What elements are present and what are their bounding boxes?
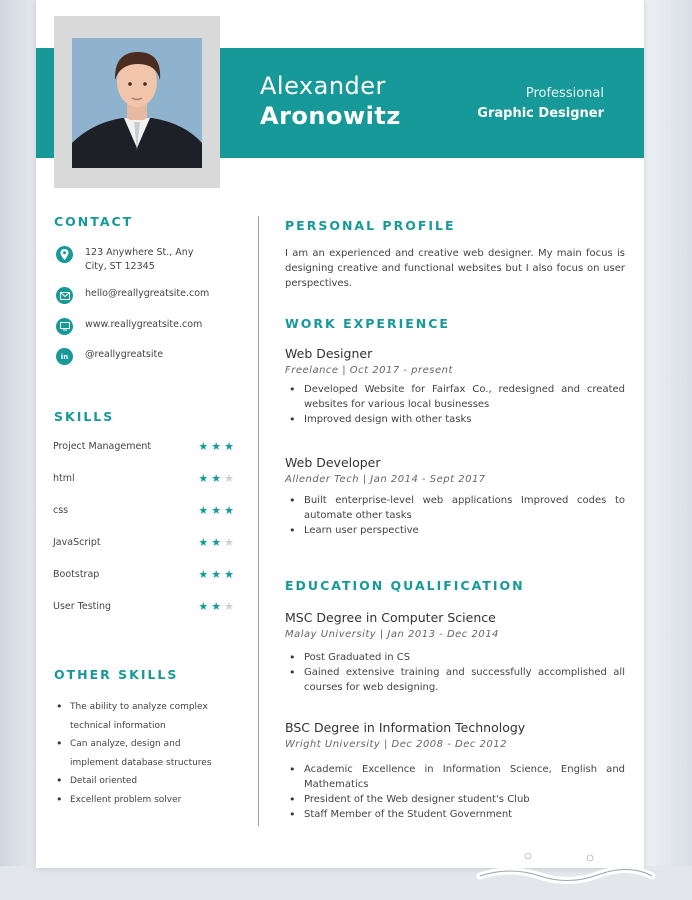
contact-email (56, 287, 209, 304)
entry-meta: Freelance | Oct 2017 - present (285, 365, 453, 376)
skill-name: css (53, 505, 69, 516)
other-skill-item: • Detail oriented (54, 772, 230, 791)
star-icon: ★ (224, 536, 237, 549)
skill-name: JavaScript (53, 537, 101, 548)
address-line1: 123 Anywhere St., Any (85, 247, 194, 258)
entry-title: Web Designer (285, 346, 373, 361)
watermark-logo (470, 846, 660, 899)
email-text: hello@reallygreatsite.com (85, 288, 210, 299)
star-icon: ★ (198, 536, 212, 549)
entry-title: Web Developer (285, 455, 381, 470)
bullet-item: • President of the Web designer student's Club (285, 792, 625, 807)
work-heading: WORK EXPERIENCE (285, 316, 450, 331)
education-section (285, 578, 625, 593)
skill-row (53, 440, 237, 453)
star-icon: ★ (211, 472, 225, 485)
education-entry (285, 720, 625, 822)
star-icon: ★ (198, 504, 212, 517)
skill-row (53, 504, 237, 517)
watermark-icon (470, 846, 660, 890)
background-right (644, 0, 692, 900)
education-heading: EDUCATION QUALIFICATION (285, 578, 525, 593)
social-text: @reallygreatsite (85, 349, 164, 360)
star-rating (198, 440, 237, 453)
column-divider (258, 216, 259, 826)
entry-meta: Allender Tech | Jan 2014 - Sept 2017 (285, 474, 486, 485)
star-icon: ★ (198, 568, 212, 581)
linkedin-icon: in (56, 348, 73, 365)
entry-bullets (285, 493, 625, 538)
job-entry (285, 455, 625, 538)
contact-address (56, 246, 193, 274)
skill-row (53, 568, 237, 581)
star-icon: ★ (198, 472, 212, 485)
star-icon: ★ (198, 440, 212, 453)
star-icon: ★ (211, 536, 225, 549)
star-icon: ★ (224, 600, 237, 613)
other-skills-list (54, 698, 230, 809)
star-rating (198, 536, 237, 549)
skill-row (53, 600, 237, 613)
other-skill-item: • Can analyze, design and implement database structures (54, 735, 230, 772)
star-icon: ★ (211, 504, 225, 517)
entry-bullets (285, 382, 625, 427)
bullet-item: • Staff Member of the Student Government (285, 807, 625, 822)
job-title-line1: Professional (525, 86, 604, 101)
skill-row (53, 536, 237, 549)
other-skills-heading: OTHER SKILLS (54, 667, 179, 682)
education-entry (285, 610, 625, 695)
skill-name: Bootstrap (53, 569, 100, 580)
star-icon: ★ (198, 600, 212, 613)
skills-heading: SKILLS (54, 409, 115, 424)
entry-bullets (285, 650, 625, 695)
address-line2: City, ST 12345 (85, 261, 155, 272)
first-name: Alexander (260, 72, 386, 100)
other-skill-item: • Excellent problem solver (54, 791, 230, 810)
resume-page (36, 0, 644, 868)
email-icon (56, 287, 73, 304)
bullet-item: • Developed Website for Fairfax Co., redesigned and created websites for various local businesses (285, 382, 625, 412)
profile-photo (72, 38, 202, 168)
star-icon: ★ (224, 440, 237, 453)
star-icon: ★ (224, 568, 237, 581)
job-entry (285, 346, 625, 427)
bullet-item: • Built enterprise-level web applications Improved codes to automate other tasks (285, 493, 625, 523)
other-skill-item: • The ability to analyze complex technical information (54, 698, 230, 735)
bullet-item: • Post Graduated in CS (285, 650, 625, 665)
star-rating (198, 472, 237, 485)
bullet-item: • Improved design with other tasks (285, 412, 625, 427)
skill-name: User Testing (53, 601, 112, 612)
entry-bullets (285, 762, 625, 822)
star-icon: ★ (211, 568, 225, 581)
star-icon: ★ (224, 504, 237, 517)
skill-name: Project Management (53, 441, 152, 452)
person-avatar-icon (72, 38, 202, 168)
entry-title: MSC Degree in Computer Science (285, 610, 496, 625)
work-section (285, 316, 625, 331)
skill-name: html (53, 473, 75, 484)
star-icon: ★ (211, 600, 225, 613)
star-rating (198, 568, 237, 581)
star-icon: ★ (211, 440, 225, 453)
last-name: Aronowitz (260, 102, 401, 130)
bullet-item: • Gained extensive training and successfully accomplished all courses for web designing. (285, 665, 625, 695)
contact-social (56, 348, 163, 365)
bullet-item: • Academic Excellence in Information Science, English and Mathematics (285, 762, 625, 792)
skill-row (53, 472, 237, 485)
website-text: www.reallygreatsite.com (85, 319, 203, 330)
location-icon (56, 246, 73, 263)
contact-heading: CONTACT (54, 214, 134, 229)
entry-title: BSC Degree in Information Technology (285, 720, 526, 735)
profile-section (285, 218, 625, 291)
profile-heading: PERSONAL PROFILE (285, 218, 456, 233)
background-left (0, 0, 36, 900)
entry-meta: Wright University | Dec 2008 - Dec 2012 (285, 739, 507, 750)
star-icon: ★ (224, 472, 237, 485)
web-icon (56, 318, 73, 335)
job-title-line2: Graphic Designer (477, 106, 604, 121)
profile-text: I am an experienced and creative web designer. My main focus is designing creative and functional websites but I also focus on user perspectives. (285, 248, 625, 289)
contact-website (56, 318, 202, 335)
entry-meta: Malay University | Jan 2013 - Dec 2014 (285, 629, 499, 640)
bullet-item: • Learn user perspective (285, 523, 625, 538)
star-rating (198, 600, 237, 613)
star-rating (198, 504, 237, 517)
